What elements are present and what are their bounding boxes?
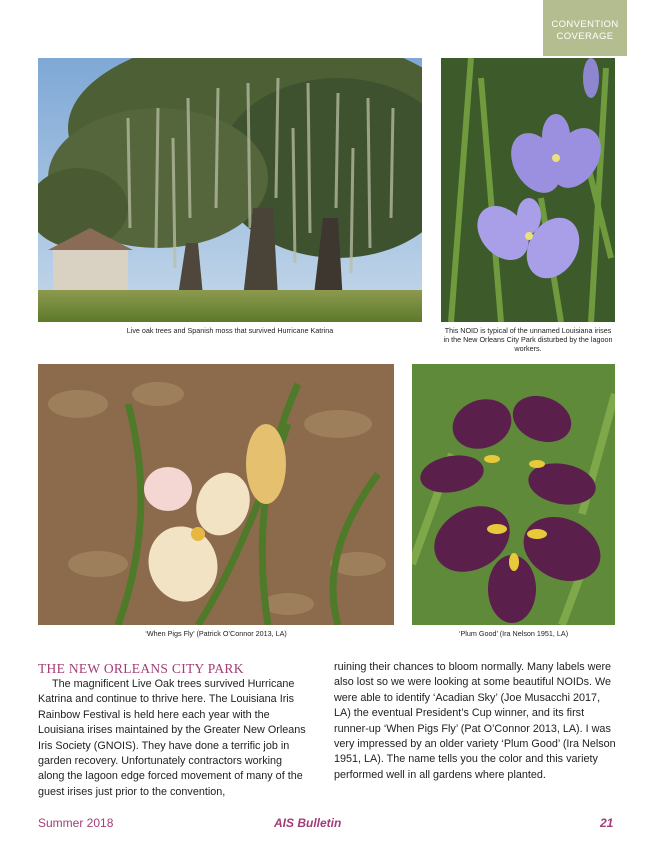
when-pigs-fly-photo [38, 364, 394, 625]
convention-coverage-badge [543, 0, 627, 56]
blue-iris-photo [441, 58, 615, 322]
plum-good-caption: ‘Plum Good’ (Ira Nelson 1951, LA) [458, 629, 569, 638]
article-paragraph-2: ruining their chances to bloom normally. Many labels were also lost so we were looking at some beautiful NOIDs. We were able to identify ‘Acadian Sky’ (Joe Musacchi 2017, LA) the eventual President’s Cup winner, and its first runner-up ‘When Pigs Fly’ (Pat O’Connor 2013, LA). I was very impressed by an older variety ‘Plum Good’ (Ira Nelson 1951, LA). The name tells you the color and this variety performed well in all gardens where planted. [334, 661, 616, 781]
footer-season: Summer 2018 [38, 816, 114, 830]
article-column-1 [38, 677, 306, 800]
live-oak-photo [38, 58, 422, 322]
when-pigs-fly-caption: ‘When Pigs Fly’ (Patrick O’Connor 2013, LA) [145, 629, 287, 638]
footer-publication: AIS Bulletin [274, 816, 342, 830]
page-number: 21 [600, 816, 614, 830]
blue-iris-caption: This NOID is typical of the unnamed Louisiana irises in the New Orleans City Park disturbed by the lagoon workers. [443, 326, 613, 353]
article-paragraph-1: The magnificent Live Oak trees survived Hurricane Katrina and continue to thrive here. The Louisiana Iris Rainbow Festival is held here each year with the Louisiana irises maintained by the Greater New Orleans Iris Society (GNOIS). They have done a terrific job in garden recovery. Unfortunately contractors working along the lagoon edge forced movement of many of the guest irises just prior to the convention, [38, 678, 306, 798]
live-oak-caption: Live oak trees and Spanish moss that survived Hurricane Katrina [126, 326, 334, 335]
plum-good-photo [412, 364, 615, 625]
section-heading: THE NEW ORLEANS CITY PARK [38, 661, 244, 676]
article-column-2 [334, 660, 616, 783]
badge-line-2: COVERAGE [556, 31, 614, 42]
badge-line-1: CONVENTION [551, 19, 619, 30]
